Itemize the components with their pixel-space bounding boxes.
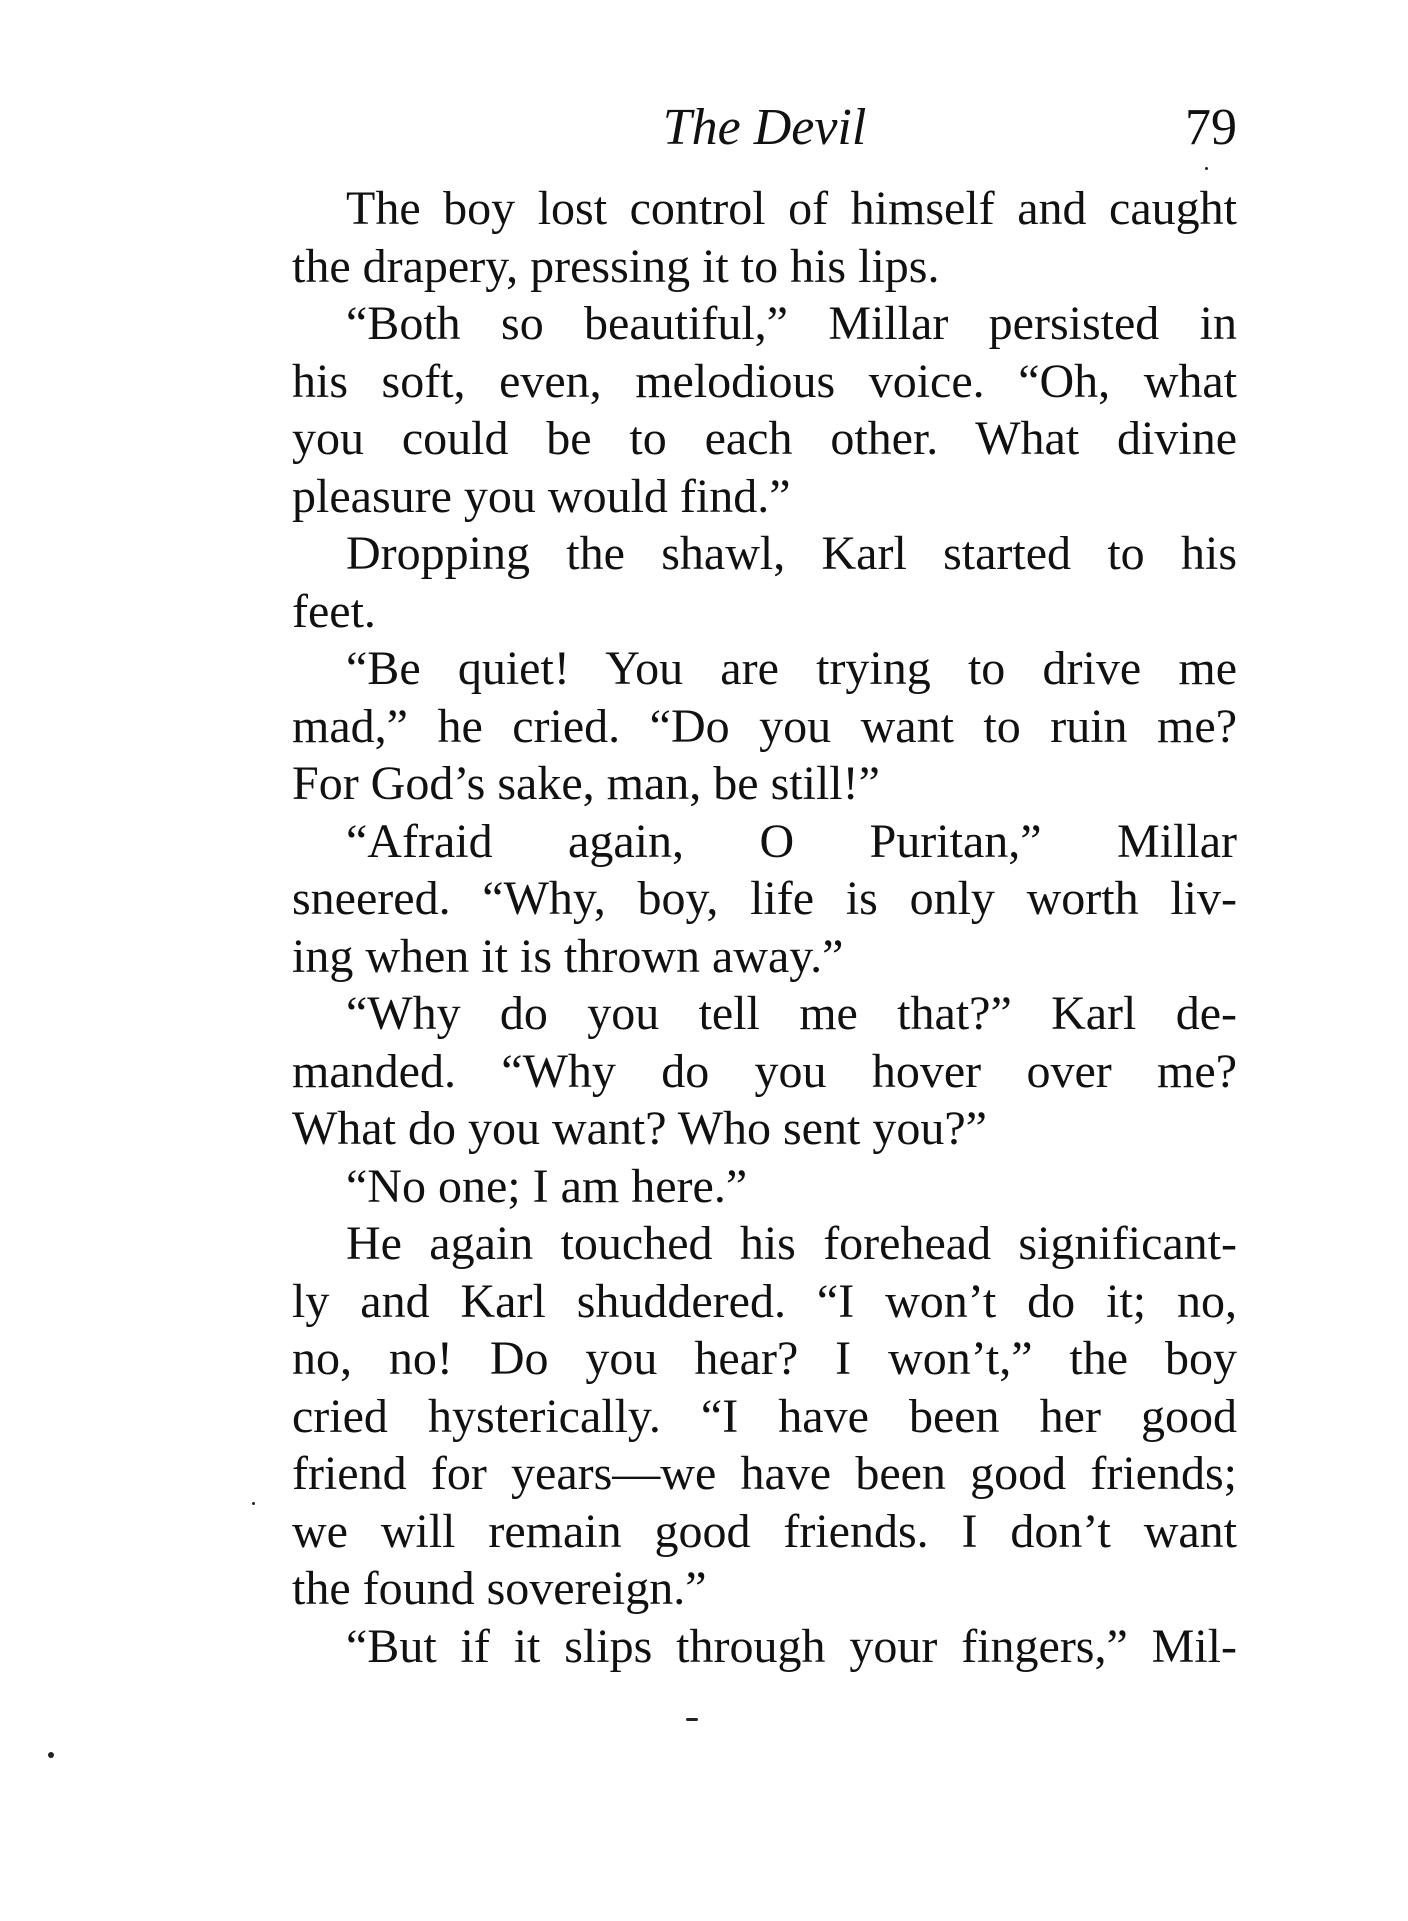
text-line: feet. [292, 584, 376, 638]
text-line: cried hysterically. “I have been her good [292, 1389, 1237, 1443]
ink-speck [1205, 167, 1208, 170]
running-title: The Devil [662, 99, 867, 156]
text-line: What do you want? Who sent you?” [292, 1102, 987, 1155]
text-line: manded. “Why do you hover over me? [292, 1044, 1237, 1098]
text-line: He again touched his forehead significant- [346, 1217, 1237, 1270]
ink-speck [48, 1752, 54, 1758]
body-text [292, 180, 1237, 1675]
text-line: “No one; I am here.” [346, 1159, 748, 1213]
text-line: sneered. “Why, boy, life is only worth liv- [292, 872, 1237, 925]
text-line: “Both so beautiful,” Millar persisted in [346, 297, 1237, 350]
text-line: we will remain good friends. I don’t want [292, 1504, 1237, 1558]
running-head [292, 95, 1237, 161]
text-line: “Why do you tell me that?” Karl de- [346, 987, 1237, 1040]
text-line: Dropping the shawl, Karl started to his [346, 527, 1237, 580]
text-line: “Be quiet! You are trying to drive me [346, 642, 1237, 695]
text-line: the drapery, pressing it to his lips. [292, 239, 940, 293]
text-line: you could be to each other. What divine [292, 412, 1237, 465]
text-line: “But if it slips through your fingers,” Mil- [346, 1619, 1237, 1673]
text-line: “Afraid again, O Puritan,” Millar [346, 814, 1237, 868]
text-line: The boy lost control of himself and caught [346, 182, 1237, 235]
text-line: his soft, even, melodious voice. “Oh, what [292, 354, 1237, 408]
ink-speck [686, 1718, 698, 1721]
text-line: the found sovereign.” [292, 1562, 707, 1615]
text-line: ing when it is thrown away.” [292, 929, 844, 983]
text-line: For God’s sake, man, be still!” [292, 757, 880, 810]
text-line: friend for years—we have been good friends; [292, 1447, 1237, 1500]
text-line: no, no! Do you hear? I won’t,” the boy [292, 1332, 1237, 1385]
text-line: ly and Karl shuddered. “I won’t do it; no, [292, 1274, 1237, 1328]
page-number: 79 [1185, 99, 1237, 156]
text-line: pleasure you would find.” [292, 469, 791, 523]
text-line: mad,” he cried. “Do you want to ruin me? [292, 699, 1237, 753]
ink-speck [252, 1502, 255, 1505]
